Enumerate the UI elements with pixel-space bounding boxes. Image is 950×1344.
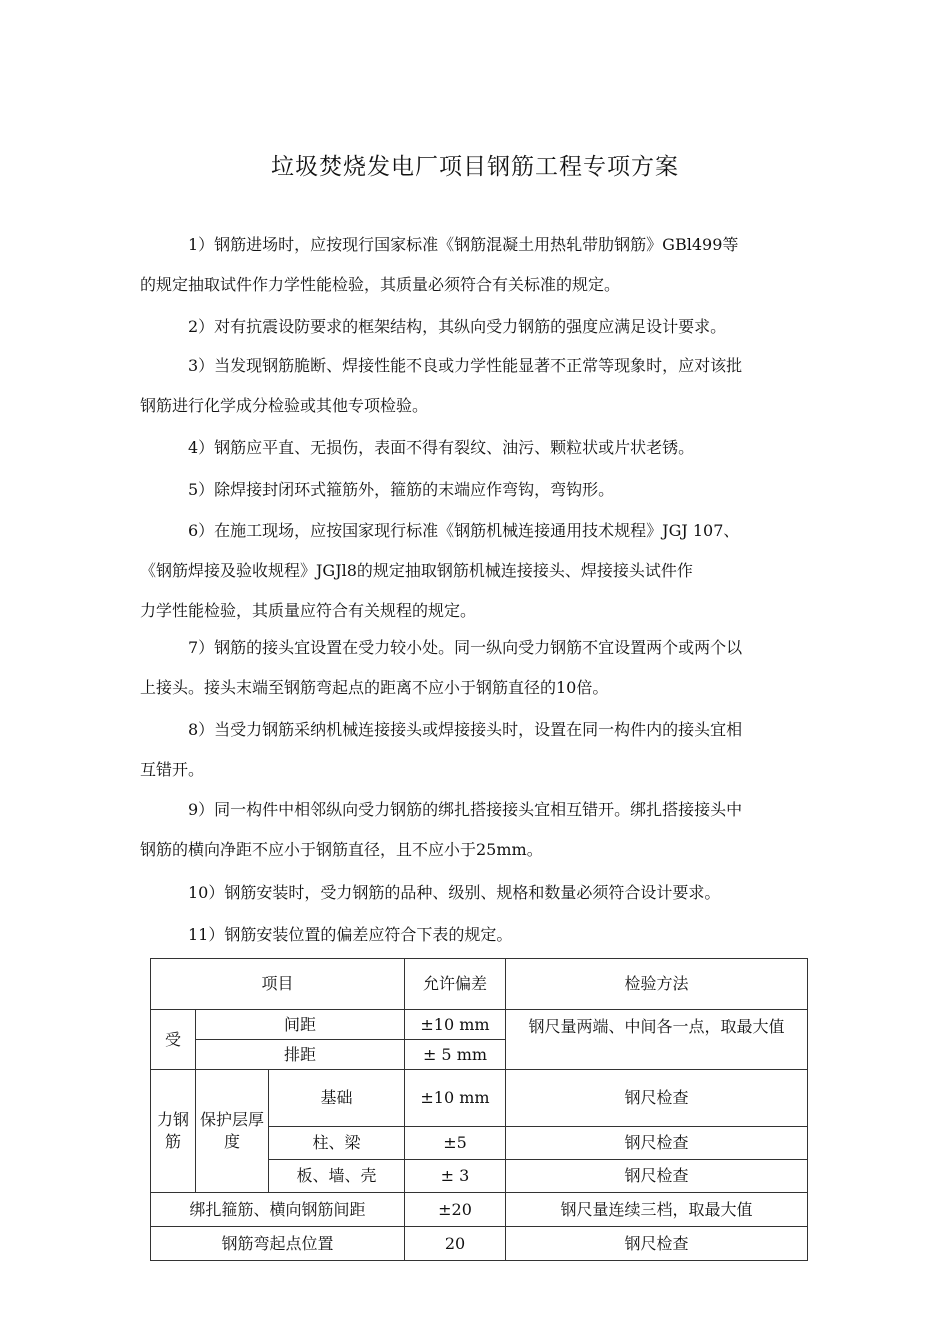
paragraph-1 — [140, 225, 820, 305]
paragraph-3-line-1: 3）当发现钢筋脆断、焊接性能不良或力学性能显著不正常等现象时，应对该批 — [188, 356, 743, 375]
paragraph-2 — [140, 307, 820, 347]
paragraph-6-line-1: 6）在施工现场，应按国家现行标准《钢筋机械连接通用技术规程》JGJ 107、 — [188, 521, 740, 540]
paragraph-1-line-1: 1）钢筋进场时，应按现行国家标准《钢筋混凝土用热轧带肋钢筋》GBl499等 — [188, 235, 739, 254]
cell-bend-point: 钢筋弯起点位置 — [151, 1227, 405, 1261]
cell-bend-point-tol: 20 — [405, 1227, 506, 1261]
paragraph-3 — [140, 346, 820, 426]
paragraph-3-line-2: 钢筋进行化学成分检验或其他专项检验。 — [140, 396, 429, 415]
cell-shou: 受 — [151, 1010, 196, 1070]
cell-spacing-tol: ±10 mm — [405, 1010, 506, 1040]
paragraph-4 — [140, 428, 820, 468]
cell-slab-wall-shell-method: 钢尺检查 — [506, 1160, 808, 1193]
cell-row-spacing-tol: ± 5 mm — [405, 1040, 506, 1070]
table-row — [151, 1010, 808, 1040]
table-header-row — [151, 959, 808, 1010]
cell-method-a: 钢尺量两端、中间各一点，取最大值 — [506, 1010, 808, 1070]
paragraph-11 — [140, 915, 820, 955]
paragraph-2-line-1: 2）对有抗震设防要求的框架结构，其纵向受力钢筋的强度应满足设计要求。 — [188, 317, 727, 336]
paragraph-1-line-2: 的规定抽取试件作力学性能检验，其质量必须符合有关标准的规定。 — [140, 275, 621, 294]
cell-foundation-method: 钢尺检查 — [506, 1070, 808, 1127]
cell-slab-wall-shell-tol: ± 3 — [405, 1160, 506, 1193]
cell-foundation: 基础 — [269, 1070, 405, 1127]
cell-column-beam-method: 钢尺检查 — [506, 1127, 808, 1160]
paragraph-6-line-3: 力学性能检验，其质量应符合有关规程的规定。 — [140, 601, 477, 620]
paragraph-4-line-1: 4）钢筋应平直、无损伤，表面不得有裂纹、油污、颗粒状或片状老锈。 — [188, 438, 695, 457]
deviation-table — [150, 958, 808, 1261]
cell-spacing: 间距 — [196, 1010, 405, 1040]
paragraph-11-line-1: 11）钢筋安装位置的偏差应符合下表的规定。 — [188, 925, 513, 944]
cell-row-spacing: 排距 — [196, 1040, 405, 1070]
cell-lijin: 力钢筋 — [151, 1070, 196, 1193]
cell-stirrup: 绑扎箍筋、横向钢筋间距 — [151, 1193, 405, 1227]
paragraph-5-line-1: 5）除焊接封闭环式箍筋外，箍筋的末端应作弯钩，弯钩形。 — [188, 480, 615, 499]
paragraph-10 — [140, 873, 820, 913]
paragraph-6 — [140, 511, 820, 631]
paragraph-9 — [140, 790, 820, 870]
header-item: 项目 — [151, 959, 405, 1010]
cell-stirrup-tol: ±20 — [405, 1193, 506, 1227]
cell-stirrup-method: 钢尺量连续三档，取最大值 — [506, 1193, 808, 1227]
header-tolerance: 允许偏差 — [405, 959, 506, 1010]
paragraph-9-line-2: 钢筋的横向净距不应小于钢筋直径，且不应小于25mm。 — [140, 840, 543, 859]
paragraph-7 — [140, 628, 820, 708]
paragraph-5 — [140, 470, 820, 510]
cell-cover: 保护层厚度 — [196, 1070, 269, 1193]
header-method: 检验方法 — [506, 959, 808, 1010]
cell-column-beam: 柱、梁 — [269, 1127, 405, 1160]
table-row — [151, 1070, 808, 1127]
cell-slab-wall-shell: 板、墙、壳 — [269, 1160, 405, 1193]
cell-bend-point-method: 钢尺检查 — [506, 1227, 808, 1261]
paragraph-10-line-1: 10）钢筋安装时，受力钢筋的品种、级别、规格和数量必须符合设计要求。 — [188, 883, 721, 902]
paragraph-8-line-2: 互错开。 — [140, 760, 205, 779]
table-row — [151, 1227, 808, 1261]
paragraph-7-line-1: 7）钢筋的接头宜设置在受力较小处。同一纵向受力钢筋不宜设置两个或两个以 — [188, 638, 743, 657]
paragraph-9-line-1: 9）同一构件中相邻纵向受力钢筋的绑扎搭接接头宜相互错开。绑扎搭接接头中 — [188, 800, 743, 819]
paragraph-6-line-2: 《钢筋焊接及验收规程》JGJl8的规定抽取钢筋机械连接接头、焊接接头试件作 — [140, 561, 693, 580]
table-row — [151, 1193, 808, 1227]
cell-column-beam-tol: ±5 — [405, 1127, 506, 1160]
document-title: 垃圾焚烧发电厂项目钢筋工程专项方案 — [271, 154, 679, 180]
paragraph-8 — [140, 710, 820, 790]
cell-foundation-tol: ±10 mm — [405, 1070, 506, 1127]
paragraph-7-line-2: 上接头。接头末端至钢筋弯起点的距离不应小于钢筋直径的10倍。 — [140, 678, 609, 697]
paragraph-8-line-1: 8）当受力钢筋采纳机械连接接头或焊接接头时，设置在同一构件内的接头宜相 — [188, 720, 743, 739]
